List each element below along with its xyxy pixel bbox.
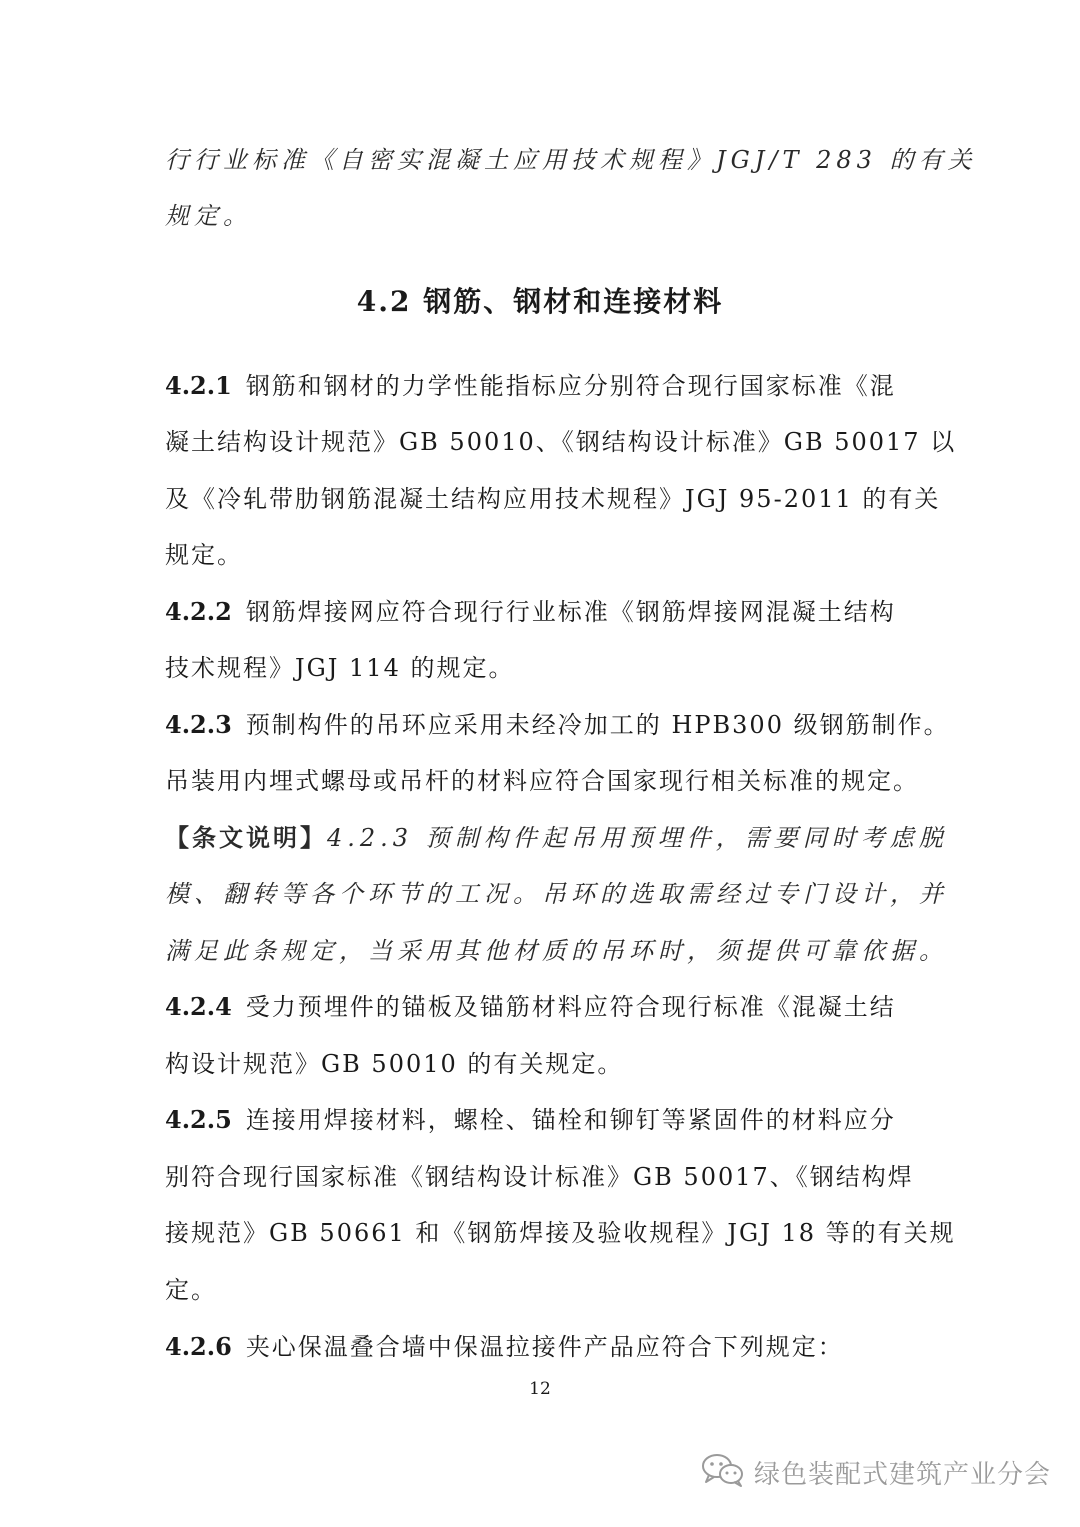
clause-number: 4.2.1: [165, 371, 232, 400]
clause-4-2-3-line-1: [165, 707, 950, 743]
section-heading: 4.2 钢筋、钢材和连接材料: [356, 285, 724, 318]
watermark-text: 绿色装配式建筑产业分会: [754, 1459, 1052, 1490]
explanation-text: 4.2.3 预制构件起吊用预埋件，需要同时考虑脱: [327, 824, 948, 852]
explanation-line-1: [165, 820, 948, 856]
clause-text: 钢筋和钢材的力学性能指标应分别符合现行国家标准《混: [245, 372, 896, 400]
clause-text: 受力预埋件的锚板及锚筋材料应符合现行标准《混凝土结: [245, 993, 896, 1021]
clause-4-2-1-line-2: 凝土结构设计规范》GB 50010、《钢结构设计标准》GB 50017 以: [165, 428, 957, 456]
clause-number: 4.2.5: [165, 1105, 232, 1134]
clause-number: 4.2.4: [165, 992, 232, 1021]
clause-text: 钢筋焊接网应符合现行行业标准《钢筋焊接网混凝土结构: [245, 598, 896, 626]
clause-4-2-6-line-1: [165, 1329, 900, 1365]
clause-number: 4.2.3: [165, 710, 232, 739]
clause-text: 夹心保温叠合墙中保温拉接件产品应符合下列规定：: [245, 1333, 844, 1361]
clause-4-2-4-line-1: [165, 989, 900, 1025]
clause-number: 4.2.6: [165, 1332, 232, 1361]
clause-4-2-5-line-3: 接规范》GB 50661 和《钢筋焊接及验收规程》JGJ 18 等的有关规: [165, 1219, 956, 1247]
clause-4-2-4-line-2: 构设计规范》GB 50010 的有关规定。: [165, 1050, 624, 1078]
explanation-line-2: 模、翻转等各个环节的工况。吊环的选取需经过专门设计，并: [165, 880, 948, 908]
wechat-icon: [700, 1452, 746, 1492]
clause-4-2-2-line-2: 技术规程》JGJ 114 的规定。: [165, 654, 515, 682]
continuation-line-1: 行行业标准《自密实混凝土应用技术规程》JGJ/T 283 的有关: [165, 146, 977, 174]
clause-text: 连接用焊接材料，螺栓、锚栓和铆钉等紧固件的材料应分: [245, 1106, 896, 1134]
clause-4-2-2-line-1: [165, 594, 900, 630]
clause-4-2-5-line-1: [165, 1102, 900, 1138]
clause-number: 4.2.2: [165, 597, 232, 626]
clause-text: 预制构件的吊环应采用未经冷加工的 HPB300 级钢筋制作。: [245, 711, 950, 739]
clause-4-2-3-line-2: 吊装用内埋式螺母或吊杆的材料应符合国家现行相关标准的规定。: [165, 767, 919, 795]
clause-4-2-5-line-2: 别符合现行国家标准《钢结构设计标准》GB 50017、《钢结构焊: [165, 1163, 914, 1191]
page-number: 12: [529, 1379, 551, 1399]
clause-4-2-1-line-3: 及《冷轧带肋钢筋混凝土结构应用技术规程》JGJ 95-2011 的有关: [165, 485, 941, 513]
explanation-line-3: 满足此条规定，当采用其他材质的吊环时，须提供可靠依据。: [165, 937, 948, 965]
watermark: [700, 1450, 1051, 1494]
explanation-label: 【条文说明】: [165, 823, 327, 852]
clause-4-2-1-line-1: [165, 368, 900, 404]
clause-4-2-1-line-4: 规定。: [165, 541, 243, 569]
continuation-line-2: 规定。: [165, 202, 252, 230]
clause-4-2-5-line-4: 定。: [165, 1276, 217, 1304]
